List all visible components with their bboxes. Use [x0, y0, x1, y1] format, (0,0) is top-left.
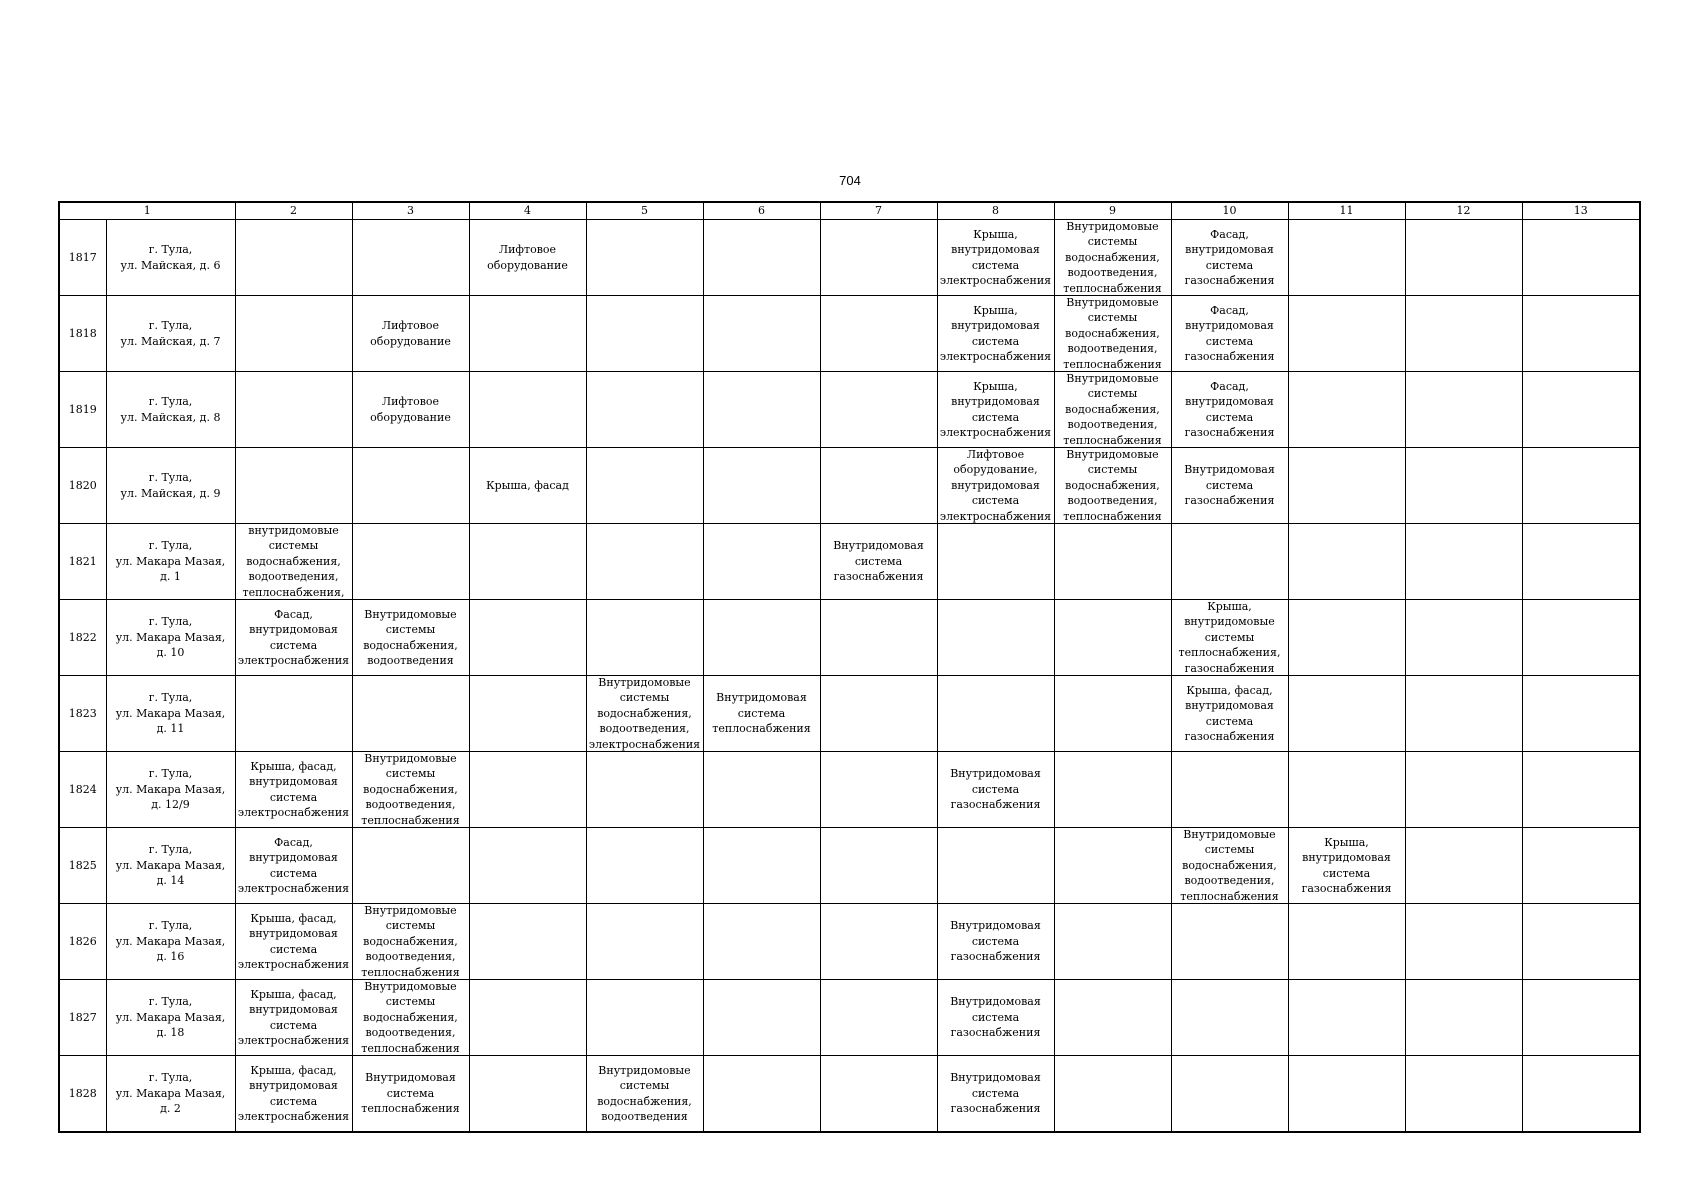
- work-cell-8: [937, 220, 1054, 296]
- column-header-10: 10: [1171, 202, 1288, 220]
- cell-text: Лифтовое оборудование, внутридомовая система электроснабжения: [939, 448, 1052, 523]
- cell-text: Внутридомовая система газоснабжения: [950, 767, 1041, 812]
- work-cell-7: [820, 904, 937, 980]
- work-cell-4: [469, 828, 586, 904]
- work-cell-4: [469, 296, 586, 372]
- cell-text: 1822: [68, 630, 97, 644]
- work-cell-11: [1288, 1056, 1405, 1133]
- work-cell-13: [1522, 448, 1640, 524]
- cell-text: г. Тула, ул. Макара Мазая, д. 12/9: [115, 767, 226, 812]
- work-cell-2: [235, 676, 352, 752]
- table-row: [59, 980, 1640, 1056]
- address-cell: [106, 1056, 235, 1133]
- cell-text: Внутридомовые системы водоснабжения, водоотведения, теплоснабжения: [1063, 220, 1162, 295]
- work-cell-8: [937, 980, 1054, 1056]
- work-cell-12: [1405, 296, 1522, 372]
- work-cell-12: [1405, 220, 1522, 296]
- work-cell-5: [586, 296, 703, 372]
- work-cell-11: [1288, 524, 1405, 600]
- column-header-13: 13: [1522, 202, 1640, 220]
- cell-text: 1824: [68, 782, 97, 796]
- column-header-12: 12: [1405, 202, 1522, 220]
- work-cell-10: [1171, 676, 1288, 752]
- work-cell-8: [937, 1056, 1054, 1133]
- row-number-cell: [59, 1056, 106, 1133]
- work-cell-3: [352, 220, 469, 296]
- table-row: [59, 448, 1640, 524]
- cell-text: Внутридомовые системы водоснабжения, водоотведения: [597, 1063, 692, 1123]
- work-cell-12: [1405, 524, 1522, 600]
- work-cell-4: [469, 600, 586, 676]
- cell-text: Внутридомовая система теплоснабжения: [361, 1071, 460, 1116]
- work-cell-5: [586, 1056, 703, 1133]
- row-number-cell: [59, 600, 106, 676]
- work-cell-3: [352, 980, 469, 1056]
- work-cell-6: [703, 1056, 820, 1133]
- column-header-4: 4: [469, 202, 586, 220]
- work-cell-3: [352, 600, 469, 676]
- work-cell-10: [1171, 372, 1288, 448]
- address-cell: [106, 752, 235, 828]
- header-row: [59, 202, 1640, 220]
- work-cell-7: [820, 372, 937, 448]
- cell-text: Крыша, фасад, внутридомовая система газоснабжения: [1184, 683, 1275, 743]
- work-cell-2: [235, 904, 352, 980]
- work-cell-10: [1171, 1056, 1288, 1133]
- cell-text: Внутридомовые системы водоснабжения, водоотведения, теплоснабжения: [1063, 372, 1162, 447]
- cell-text: Крыша, фасад: [486, 478, 569, 492]
- column-header-7: 7: [820, 202, 937, 220]
- row-number-cell: [59, 524, 106, 600]
- work-cell-7: [820, 828, 937, 904]
- work-cell-11: [1288, 296, 1405, 372]
- cell-text: Фасад, внутридомовая система электроснабжения: [237, 835, 350, 895]
- table-row: [59, 524, 1640, 600]
- work-cell-11: [1288, 600, 1405, 676]
- row-number-cell: [59, 752, 106, 828]
- work-cell-11: [1288, 980, 1405, 1056]
- table-row: [59, 904, 1640, 980]
- work-cell-10: [1171, 220, 1288, 296]
- work-cell-11: [1288, 372, 1405, 448]
- cell-text: 1817: [68, 250, 97, 264]
- row-number-cell: [59, 828, 106, 904]
- work-cell-4: [469, 372, 586, 448]
- work-cell-7: [820, 1056, 937, 1133]
- work-cell-8: [937, 752, 1054, 828]
- work-cell-7: [820, 600, 937, 676]
- cell-text: Крыша, внутридомовая система газоснабжения: [1301, 835, 1392, 895]
- row-number-cell: [59, 448, 106, 524]
- work-cell-6: [703, 980, 820, 1056]
- work-cell-9: [1054, 752, 1171, 828]
- work-cell-5: [586, 904, 703, 980]
- work-cell-10: [1171, 524, 1288, 600]
- work-cell-4: [469, 448, 586, 524]
- work-cell-2: [235, 752, 352, 828]
- cell-text: г. Тула, ул. Макара Мазая, д. 14: [115, 843, 226, 888]
- address-cell: [106, 904, 235, 980]
- work-cell-12: [1405, 904, 1522, 980]
- cell-text: Крыша, фасад, внутридомовая система электроснабжения: [237, 759, 350, 819]
- work-cell-10: [1171, 296, 1288, 372]
- work-cell-10: [1171, 448, 1288, 524]
- address-cell: [106, 372, 235, 448]
- cell-text: 1826: [68, 934, 97, 948]
- cell-text: Внутридомовые системы водоснабжения, водоотведения, электроснабжения: [588, 676, 701, 751]
- work-cell-3: [352, 448, 469, 524]
- work-cell-8: [937, 828, 1054, 904]
- cell-text: Крыша, внутридомовая система электроснабжения: [939, 227, 1052, 287]
- work-cell-4: [469, 904, 586, 980]
- work-cell-3: [352, 372, 469, 448]
- cell-text: Внутридомовые системы водоснабжения, водоотведения, теплоснабжения: [1180, 828, 1279, 903]
- work-cell-9: [1054, 220, 1171, 296]
- work-cell-13: [1522, 980, 1640, 1056]
- work-cell-11: [1288, 448, 1405, 524]
- work-cell-7: [820, 980, 937, 1056]
- work-cell-5: [586, 448, 703, 524]
- work-cell-13: [1522, 904, 1640, 980]
- work-cell-5: [586, 220, 703, 296]
- cell-text: Лифтовое оборудование: [487, 243, 568, 272]
- cell-text: Внутридомовые системы водоснабжения, водоотведения, теплоснабжения: [361, 980, 460, 1055]
- work-cell-11: [1288, 220, 1405, 296]
- cell-text: Внутридомовые системы водоснабжения, водоотведения: [363, 607, 458, 667]
- row-number-cell: [59, 296, 106, 372]
- cell-text: Внутридомовые системы водоснабжения, водоотведения, теплоснабжения: [1063, 448, 1162, 523]
- work-cell-12: [1405, 600, 1522, 676]
- cell-text: Крыша, внутридомовая система электроснабжения: [939, 303, 1052, 363]
- cell-text: Фасад, внутридомовая система газоснабжения: [1184, 379, 1275, 439]
- work-cell-5: [586, 600, 703, 676]
- work-cell-4: [469, 1056, 586, 1133]
- row-number-cell: [59, 980, 106, 1056]
- cell-text: г. Тула, ул. Макара Мазая, д. 1: [115, 539, 226, 584]
- cell-text: 1818: [68, 326, 97, 340]
- cell-text: 1823: [68, 706, 97, 720]
- cell-text: Лифтовое оборудование: [370, 395, 451, 424]
- work-cell-10: [1171, 980, 1288, 1056]
- cell-text: Внутридомовые системы водоснабжения, водоотведения, теплоснабжения: [361, 904, 460, 979]
- work-cell-6: [703, 904, 820, 980]
- work-cell-9: [1054, 676, 1171, 752]
- work-cell-8: [937, 296, 1054, 372]
- work-cell-7: [820, 448, 937, 524]
- work-cell-2: [235, 980, 352, 1056]
- cell-text: Лифтовое оборудование: [370, 319, 451, 348]
- cell-text: Внутридомовая система газоснабжения: [833, 539, 924, 584]
- cell-text: 1821: [68, 554, 97, 568]
- table-row: [59, 676, 1640, 752]
- cell-text: Крыша, фасад, внутридомовая система электроснабжения: [237, 911, 350, 971]
- work-cell-6: [703, 828, 820, 904]
- row-number-cell: [59, 372, 106, 448]
- work-cell-12: [1405, 752, 1522, 828]
- work-cell-2: [235, 600, 352, 676]
- work-cell-12: [1405, 980, 1522, 1056]
- column-header-9: 9: [1054, 202, 1171, 220]
- column-header-11: 11: [1288, 202, 1405, 220]
- address-cell: [106, 524, 235, 600]
- work-cell-8: [937, 676, 1054, 752]
- cell-text: Внутридомовая система газоснабжения: [950, 919, 1041, 964]
- cell-text: Крыша, внутридомовая система электроснабжения: [939, 379, 1052, 439]
- work-cell-5: [586, 524, 703, 600]
- cell-text: 1827: [68, 1010, 97, 1024]
- cell-text: г. Тула, ул. Майская, д. 9: [120, 471, 221, 500]
- work-cell-2: [235, 372, 352, 448]
- cell-text: 1825: [68, 858, 97, 872]
- work-cell-2: [235, 296, 352, 372]
- work-cell-4: [469, 220, 586, 296]
- work-cell-4: [469, 524, 586, 600]
- work-cell-8: [937, 904, 1054, 980]
- row-number-cell: [59, 220, 106, 296]
- work-cell-8: [937, 600, 1054, 676]
- work-cell-4: [469, 676, 586, 752]
- work-cell-2: [235, 448, 352, 524]
- work-cell-10: [1171, 600, 1288, 676]
- work-cell-8: [937, 372, 1054, 448]
- address-cell: [106, 980, 235, 1056]
- row-number-cell: [59, 676, 106, 752]
- work-cell-6: [703, 524, 820, 600]
- work-cell-11: [1288, 676, 1405, 752]
- cell-text: Внутридомовые системы водоснабжения, водоотведения, теплоснабжения: [1063, 296, 1162, 371]
- work-cell-6: [703, 448, 820, 524]
- column-header-8: 8: [937, 202, 1054, 220]
- work-cell-10: [1171, 904, 1288, 980]
- work-cell-10: [1171, 828, 1288, 904]
- table-body: [59, 220, 1640, 1133]
- work-cell-9: [1054, 828, 1171, 904]
- work-cell-9: [1054, 1056, 1171, 1133]
- address-cell: [106, 676, 235, 752]
- work-cell-12: [1405, 828, 1522, 904]
- work-cell-5: [586, 828, 703, 904]
- work-cell-9: [1054, 296, 1171, 372]
- cell-text: г. Тула, ул. Макара Мазая, д. 10: [115, 615, 226, 660]
- work-cell-13: [1522, 752, 1640, 828]
- cell-text: г. Тула, ул. Майская, д. 8: [120, 395, 221, 424]
- cell-text: 1819: [68, 402, 97, 416]
- work-cell-9: [1054, 448, 1171, 524]
- work-cell-9: [1054, 524, 1171, 600]
- cell-text: г. Тула, ул. Макара Мазая, д. 11: [115, 691, 226, 736]
- page-number: 704: [839, 173, 861, 188]
- work-cell-3: [352, 524, 469, 600]
- address-cell: [106, 828, 235, 904]
- work-cell-12: [1405, 448, 1522, 524]
- table-row: [59, 828, 1640, 904]
- cell-text: г. Тула, ул. Майская, д. 6: [120, 243, 221, 272]
- work-cell-8: [937, 448, 1054, 524]
- work-cell-13: [1522, 600, 1640, 676]
- table-row: [59, 752, 1640, 828]
- cell-text: Фасад, внутридомовая система газоснабжения: [1184, 227, 1275, 287]
- work-cell-3: [352, 752, 469, 828]
- cell-text: Внутридомовая система газоснабжения: [1184, 463, 1275, 508]
- work-cell-3: [352, 1056, 469, 1133]
- cell-text: г. Тула, ул. Майская, д. 7: [120, 319, 221, 348]
- work-cell-6: [703, 220, 820, 296]
- cell-text: 1820: [68, 478, 97, 492]
- table-row: [59, 1056, 1640, 1133]
- cell-text: Внутридомовая система газоснабжения: [950, 1071, 1041, 1116]
- work-cell-3: [352, 904, 469, 980]
- work-cell-2: [235, 1056, 352, 1133]
- column-header-5: 5: [586, 202, 703, 220]
- work-cell-12: [1405, 372, 1522, 448]
- work-cell-6: [703, 296, 820, 372]
- table-row: [59, 372, 1640, 448]
- column-header-6: 6: [703, 202, 820, 220]
- work-cell-13: [1522, 676, 1640, 752]
- cell-text: Крыша, фасад, внутридомовая система электроснабжения: [237, 1063, 350, 1123]
- work-cell-4: [469, 752, 586, 828]
- work-cell-2: [235, 828, 352, 904]
- cell-text: Фасад, внутридомовая система электроснабжения: [237, 607, 350, 667]
- row-number-cell: [59, 904, 106, 980]
- table-row: [59, 220, 1640, 296]
- cell-text: 1828: [68, 1086, 97, 1100]
- work-cell-3: [352, 828, 469, 904]
- work-cell-6: [703, 600, 820, 676]
- work-cell-13: [1522, 220, 1640, 296]
- work-cell-5: [586, 372, 703, 448]
- work-cell-7: [820, 676, 937, 752]
- work-cell-3: [352, 296, 469, 372]
- address-cell: [106, 448, 235, 524]
- work-cell-12: [1405, 1056, 1522, 1133]
- table-row: [59, 296, 1640, 372]
- work-cell-10: [1171, 752, 1288, 828]
- work-cell-5: [586, 980, 703, 1056]
- work-cell-2: [235, 524, 352, 600]
- work-cell-3: [352, 676, 469, 752]
- table-header: [59, 202, 1640, 220]
- work-cell-9: [1054, 980, 1171, 1056]
- cell-text: Внутридомовые системы водоснабжения, водоотведения, теплоснабжения: [361, 752, 460, 827]
- work-cell-9: [1054, 904, 1171, 980]
- address-cell: [106, 296, 235, 372]
- cell-text: Крыша, внутридомовые системы теплоснабжения, газоснабжения: [1178, 600, 1281, 675]
- work-cell-2: [235, 220, 352, 296]
- work-cell-9: [1054, 600, 1171, 676]
- cell-text: Внутридомовая система теплоснабжения: [712, 691, 811, 736]
- column-header-3: 3: [352, 202, 469, 220]
- cell-text: г. Тула, ул. Макара Мазая, д. 18: [115, 995, 226, 1040]
- work-cell-7: [820, 220, 937, 296]
- work-cell-6: [703, 372, 820, 448]
- work-cell-4: [469, 980, 586, 1056]
- address-cell: [106, 600, 235, 676]
- work-cell-6: [703, 676, 820, 752]
- cell-text: Фасад, внутридомовая система газоснабжения: [1184, 303, 1275, 363]
- work-cell-7: [820, 296, 937, 372]
- work-cell-9: [1054, 372, 1171, 448]
- work-cell-11: [1288, 904, 1405, 980]
- column-header-1: 1: [59, 202, 235, 220]
- work-cell-5: [586, 752, 703, 828]
- work-cell-6: [703, 752, 820, 828]
- work-cell-13: [1522, 296, 1640, 372]
- column-header-2: 2: [235, 202, 352, 220]
- cell-text: внутридомовые системы водоснабжения, водоотведения, теплоснабжения,: [242, 524, 345, 599]
- work-cell-7: [820, 752, 937, 828]
- address-cell: [106, 220, 235, 296]
- work-cell-13: [1522, 372, 1640, 448]
- work-cell-11: [1288, 828, 1405, 904]
- cell-text: г. Тула, ул. Макара Мазая, д. 2: [115, 1071, 226, 1116]
- repair-schedule-table: [58, 201, 1641, 1133]
- work-cell-8: [937, 524, 1054, 600]
- work-cell-12: [1405, 676, 1522, 752]
- cell-text: г. Тула, ул. Макара Мазая, д. 16: [115, 919, 226, 964]
- work-cell-7: [820, 524, 937, 600]
- work-cell-13: [1522, 828, 1640, 904]
- work-cell-13: [1522, 524, 1640, 600]
- work-cell-11: [1288, 752, 1405, 828]
- cell-text: Внутридомовая система газоснабжения: [950, 995, 1041, 1040]
- work-cell-13: [1522, 1056, 1640, 1133]
- work-cell-5: [586, 676, 703, 752]
- cell-text: Крыша, фасад, внутридомовая система электроснабжения: [237, 987, 350, 1047]
- table-row: [59, 600, 1640, 676]
